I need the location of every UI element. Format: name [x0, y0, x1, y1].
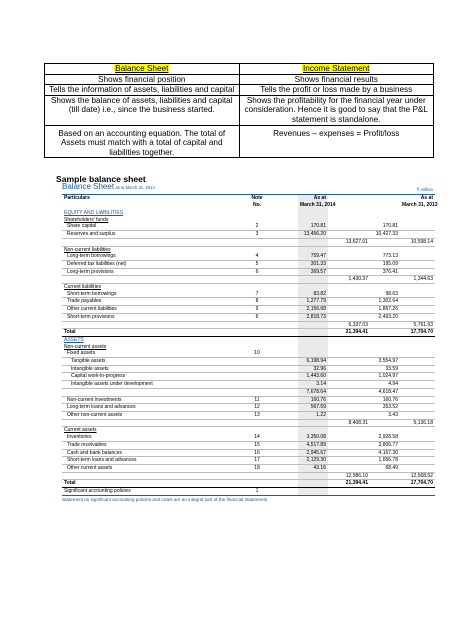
table-row	[62, 427, 435, 434]
row-label: Long-term loans and advances	[62, 404, 246, 412]
row-label: Total	[62, 329, 246, 337]
value-2014: 369.57	[298, 268, 328, 276]
value-2014: 170.81	[298, 223, 328, 230]
row-label: Reserves and surplus	[62, 231, 246, 239]
table-row	[62, 253, 435, 260]
value-2014: 2,129.30	[298, 457, 328, 465]
row-label: Other current assets	[62, 464, 246, 472]
row-label: Significant accounting policies	[64, 488, 131, 495]
col-note: Note No.	[251, 195, 263, 208]
row-label: Current liabilities	[64, 284, 101, 291]
subtotal-2013: 17,704.70	[400, 329, 435, 337]
subtotal-2014: 21,394.41	[328, 480, 370, 488]
subtotal-2014: 13,627.01	[328, 238, 370, 246]
table-row	[62, 464, 435, 472]
value-2014: 301.33	[298, 260, 328, 268]
footnote: Statement on significant accounting policies and notes are an integral part of the financial statements	[62, 495, 435, 504]
value-2013: 4,167.30	[370, 449, 400, 457]
row-label: Inventories	[62, 434, 246, 441]
row-label: Fixed assets	[62, 350, 246, 357]
note-number: 7	[246, 291, 268, 298]
table-row	[62, 419, 435, 427]
row-label: Long-term borrowings	[62, 253, 246, 260]
row-label: Short-term borrowings	[62, 291, 246, 298]
row-label: Trade receivables	[62, 441, 246, 449]
subtotal-2014: 6,337.03	[328, 321, 370, 329]
income-statement-header: Income Statement	[303, 64, 370, 73]
value-2014: 2,818.73	[298, 313, 328, 321]
table-row	[62, 358, 435, 366]
value-2013: 170.81	[370, 223, 400, 230]
value-2014: 7,678.64	[298, 388, 328, 396]
table-row	[62, 217, 435, 224]
comparison-row	[45, 74, 434, 85]
row-label: Intangible assets	[62, 365, 246, 373]
value-2013: 10,427.33	[370, 231, 400, 239]
comparison-header-row	[45, 64, 434, 75]
balance-sheet	[62, 182, 438, 503]
subtotal-2013: 10,598.14	[400, 238, 435, 246]
row-label: Short-term provisions	[62, 313, 246, 321]
subtotal-2014: 21,394.41	[328, 329, 370, 337]
section-heading-row	[62, 210, 435, 217]
row-label: Other current liabilities	[62, 306, 246, 314]
comparison-cell: Shows financial position	[45, 74, 240, 85]
value-2013: 160.76	[370, 396, 400, 404]
balance-sheet-title: Balance Sheet	[62, 182, 115, 191]
note-number: 16	[246, 449, 268, 457]
col-2013: As at March 31, 2013	[402, 195, 438, 208]
row-label: Non-current investments	[62, 396, 246, 404]
table-row	[62, 231, 435, 239]
row-label: Share capital	[62, 223, 246, 230]
note-number: 11	[246, 396, 268, 404]
value-2013: 195.09	[370, 260, 400, 268]
balance-sheet-body	[62, 210, 435, 495]
value-2014: 2,945.67	[298, 449, 328, 457]
table-row	[62, 238, 435, 246]
table-row	[62, 223, 435, 230]
note-number: 4	[246, 253, 268, 260]
note-number: 10	[246, 350, 268, 357]
value-2013: 376.41	[370, 268, 400, 276]
table-row	[62, 411, 435, 419]
row-label: Shareholders' funds	[64, 216, 109, 223]
value-2014: 567.59	[298, 404, 328, 412]
column-header-row	[62, 195, 435, 210]
balance-sheet-table	[62, 195, 438, 495]
value-2013: 353.52	[370, 404, 400, 412]
value-2014: 6,198.94	[298, 358, 328, 366]
row-label: Cash and bank balances	[62, 449, 246, 457]
subtotal-2013: 5,761.93	[400, 321, 435, 329]
section-heading-row	[62, 336, 435, 343]
table-row	[62, 291, 435, 298]
note-number: 5	[246, 260, 268, 268]
table-row	[62, 246, 435, 253]
note-number: 2	[246, 223, 268, 230]
table-row	[62, 350, 435, 357]
value-2014: 3.14	[298, 381, 328, 389]
table-row	[62, 260, 435, 268]
value-2013: 1,024.97	[370, 373, 400, 381]
subtotal-2014: 8,408.31	[328, 419, 370, 427]
note-number: 3	[246, 231, 268, 239]
row-label: Trade payables	[62, 298, 246, 306]
comparison-cell: Shows the profitability for the financial year under consideration. Hence it is good to say that the P&L statement is standalone.	[239, 95, 434, 125]
balance-sheet-header: Balance Sheet	[115, 64, 169, 73]
table-row	[62, 488, 435, 495]
value-2014: 160.76	[298, 396, 328, 404]
comparison-cell: Tells the profit or loss made by a business	[239, 85, 434, 96]
row-label: Capital work-in-progress	[62, 373, 246, 381]
table-row	[62, 441, 435, 449]
subtotal-2014: 1,430.37	[328, 276, 370, 284]
value-2013: 2,928.58	[370, 434, 400, 441]
table-row	[62, 365, 435, 373]
value-2014: 83.82	[298, 291, 328, 298]
value-2014: 2,156.68	[298, 306, 328, 314]
row-label: Long-term provisions	[62, 268, 246, 276]
subtotal-2013: 17,704.70	[400, 480, 435, 488]
value-2014: 1,277.79	[298, 298, 328, 306]
row-label: Intangible assets under development	[62, 381, 246, 389]
balance-sheet-date: as at March 31, 2014	[115, 185, 155, 190]
comparison-cell: Shows the balance of assets, liabilities and capital (till date) i.e., since the business started.	[45, 95, 240, 125]
comparison-row	[45, 95, 434, 125]
value-2014: 759.47	[298, 253, 328, 260]
row-label: Current assets	[64, 427, 97, 434]
value-2013: 98.63	[370, 291, 400, 298]
note-number: 9	[246, 306, 268, 314]
total-row	[62, 480, 435, 488]
note-number: 18	[246, 464, 268, 472]
note-number: 13	[246, 411, 268, 419]
value-2014: 13,456.20	[298, 231, 328, 239]
note-number: 6	[246, 268, 268, 276]
row-label: Non-current liabilities	[64, 246, 111, 253]
value-2013: 773.13	[370, 253, 400, 260]
note-number: 1	[255, 488, 259, 495]
row-label: Deferred tax liabilities (net)	[62, 260, 246, 268]
comparison-cell: Based on an accounting equation. The total of Assets must match with a total of capital and liabilities together.	[45, 125, 240, 158]
value-2013: 1,302.64	[370, 298, 400, 306]
table-row	[62, 276, 435, 284]
row-label: EQUITY AND LIABILITIES	[64, 210, 124, 216]
currency-unit: ₹ million	[416, 187, 433, 192]
value-2014: 1.22	[298, 411, 328, 419]
note-number: 8	[246, 298, 268, 306]
table-row	[62, 373, 435, 381]
note-number: 6	[246, 313, 268, 321]
comparison-row	[45, 125, 434, 158]
table-row	[62, 434, 435, 441]
subtotal-2013: 12,568.52	[400, 472, 435, 480]
value-2013: 1,867.26	[370, 306, 400, 314]
table-row	[62, 472, 435, 480]
table-row	[62, 396, 435, 404]
table-row	[62, 449, 435, 457]
col-2014: As at March 31, 2014	[298, 195, 328, 210]
value-2014: 43.16	[298, 464, 328, 472]
table-row	[62, 381, 435, 389]
note-number: 15	[246, 441, 268, 449]
comparison-cell: Shows financial results	[239, 74, 434, 85]
value-2013: 3,806.77	[370, 441, 400, 449]
value-2013: 3.43	[370, 411, 400, 419]
subtotal-2013: 1,344.63	[400, 276, 435, 284]
table-row	[62, 388, 435, 396]
row-label: Other non-current assets	[62, 411, 246, 419]
value-2013: 4,618.47	[370, 388, 400, 396]
row-label: Tangible assets	[62, 358, 246, 366]
value-2013: 68.49	[370, 464, 400, 472]
value-2013: 2,493.20	[370, 313, 400, 321]
table-row	[62, 313, 435, 321]
table-row	[62, 321, 435, 329]
table-row	[62, 268, 435, 276]
comparison-cell: Tells the information of assets, liabilities and capital	[45, 85, 240, 96]
table-row	[62, 344, 435, 351]
value-2014: 32.96	[298, 365, 328, 373]
value-2013: 1,656.78	[370, 457, 400, 465]
balance-sheet-header	[62, 184, 435, 194]
row-label: Non-current assets	[64, 343, 107, 350]
comparison-row	[45, 85, 434, 96]
table-row	[62, 457, 435, 465]
note-number: 12	[246, 404, 268, 412]
comparison-table	[44, 63, 434, 158]
table-row	[62, 298, 435, 306]
row-label: Short-term loans and advances	[62, 457, 246, 465]
value-2013: 4.94	[370, 381, 400, 389]
table-row	[62, 404, 435, 412]
col-particulars: Particulars	[64, 195, 90, 201]
subtotal-2014: 12,986.10	[328, 472, 370, 480]
comparison-cell: Revenues – expenses = Profit/loss	[239, 125, 434, 158]
value-2013: 33.59	[370, 365, 400, 373]
row-label: Total	[62, 480, 246, 488]
section-title: Sample balance sheet	[56, 174, 146, 184]
total-row	[62, 329, 435, 337]
note-number: 14	[246, 434, 268, 441]
table-row	[62, 306, 435, 314]
value-2013: 3,554.97	[370, 358, 400, 366]
row-label: ASSETS	[64, 336, 84, 343]
table-row	[62, 284, 435, 291]
note-number: 17	[246, 457, 268, 465]
subtotal-2013: 5,136.18	[400, 419, 435, 427]
value-2014: 3,350.08	[298, 434, 328, 441]
value-2014: 1,443.60	[298, 373, 328, 381]
value-2014: 4,517.89	[298, 441, 328, 449]
